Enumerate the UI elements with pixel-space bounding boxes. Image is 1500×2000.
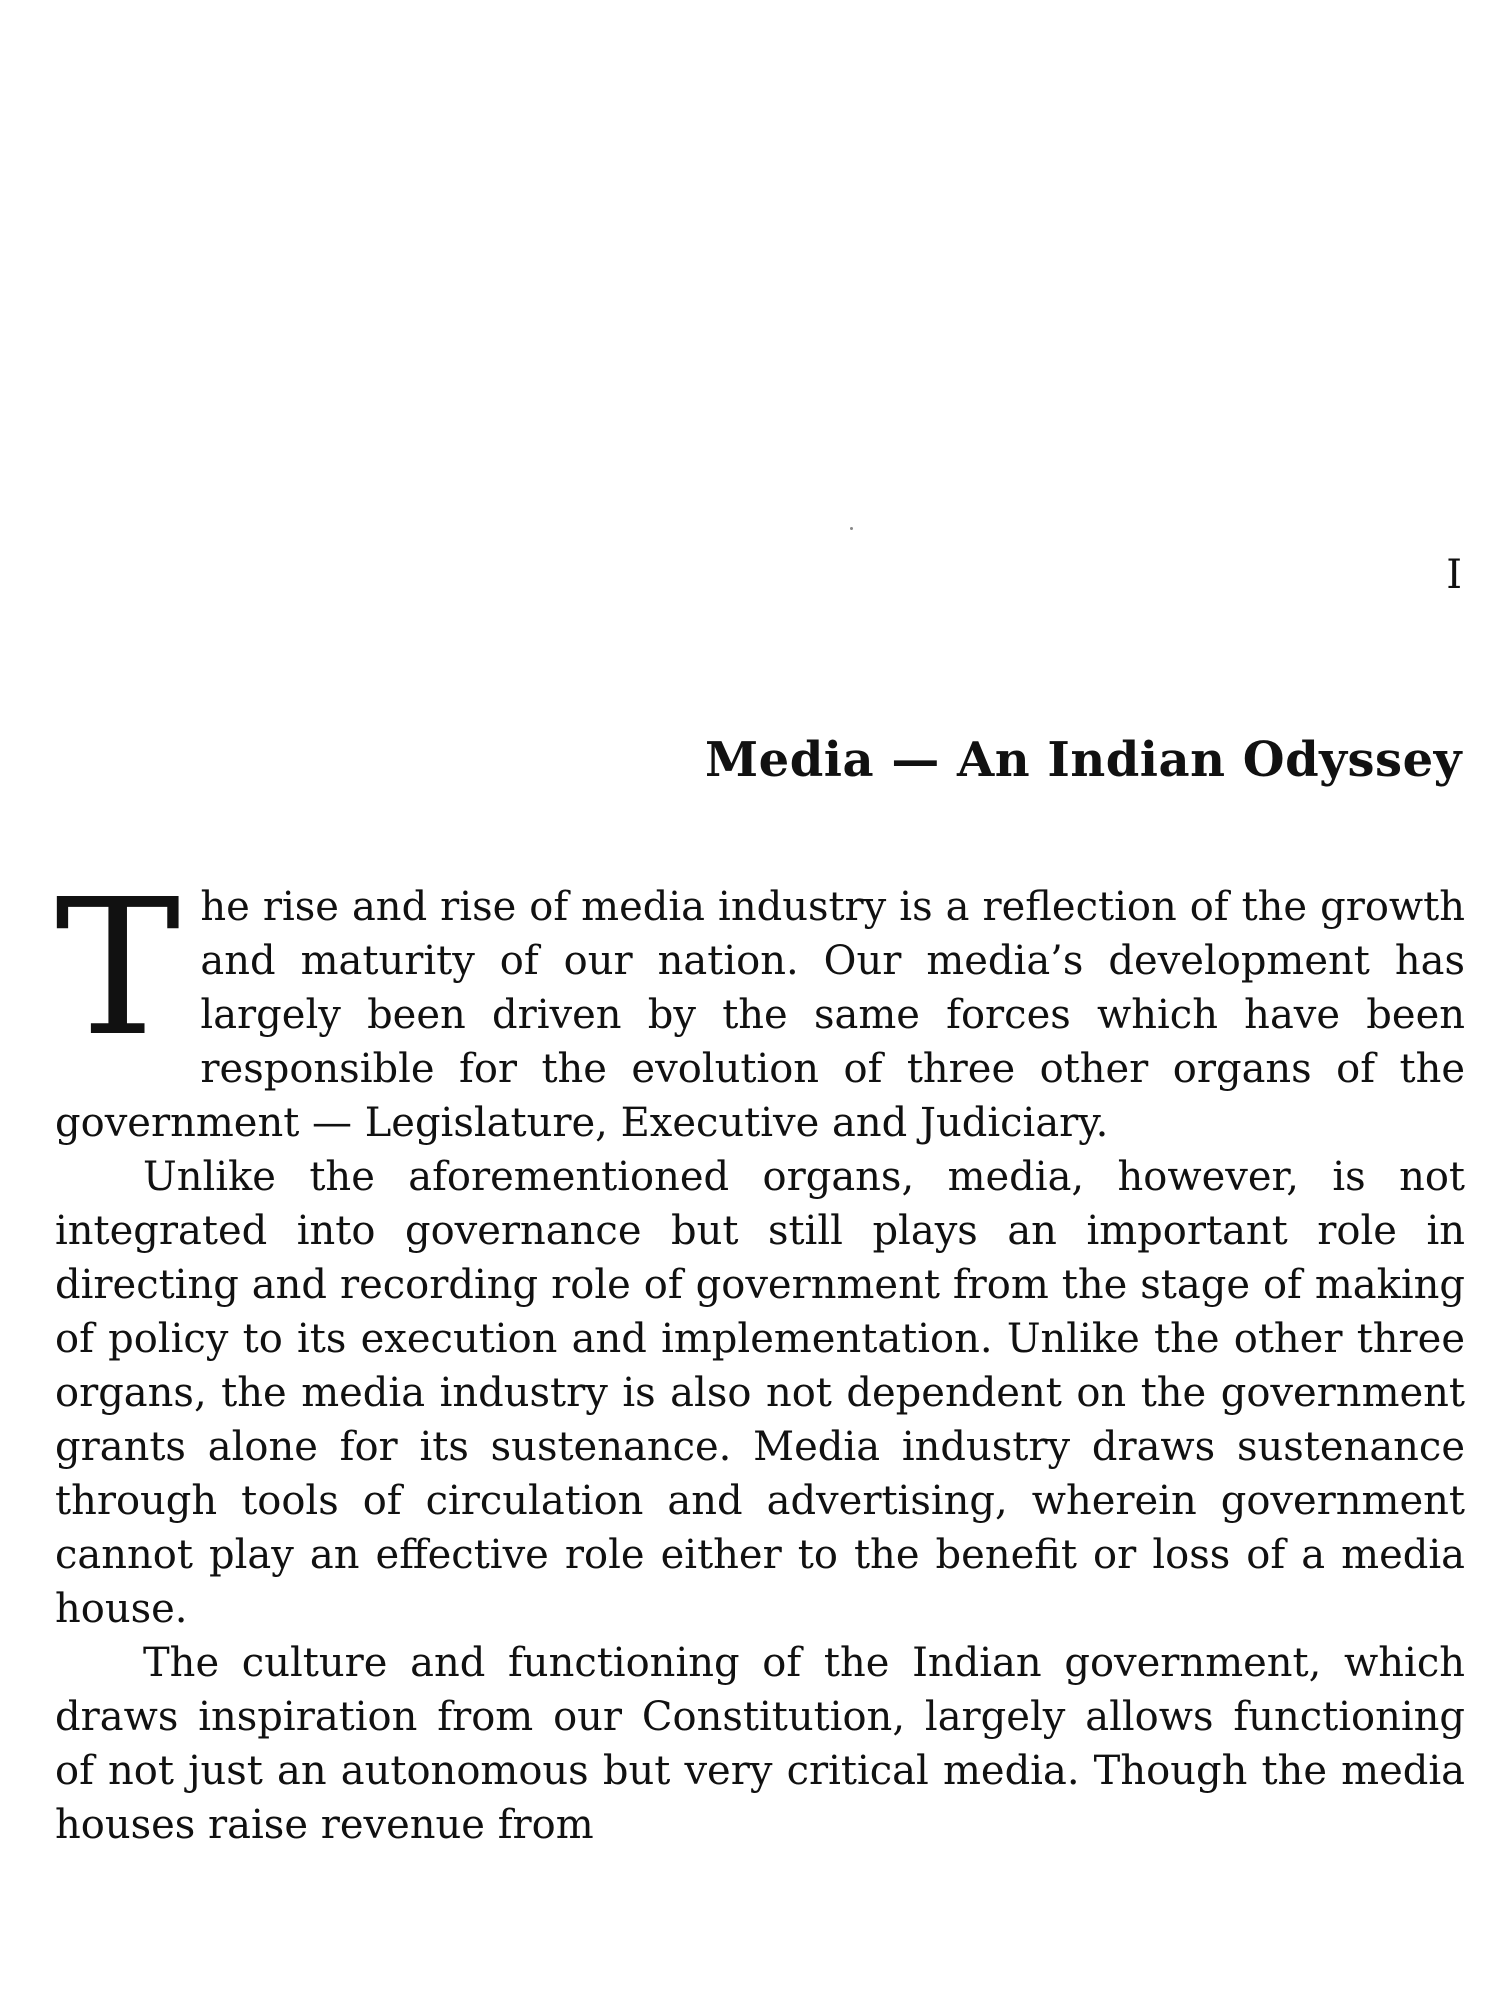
paragraph-3: The culture and functioning of the Indian government, which draws inspiration from our Constitution, largely allows functioning of not just an autonomous but very critical media. Though the media houses raise revenue from [55,1640,1465,1848]
paragraph-1-text: he rise and rise of media industry is a reflection of the growth and maturity of our nation. Our media’s development has largely been driven by the same forces which have been responsible for the evolution of three other organs of the government — Legislature, Executive and Judiciary. [55,884,1465,1146]
drop-cap-letter: T [55,859,181,1078]
paragraph-1 [55,859,1465,1150]
paragraph-2: Unlike the aforementioned organs, media, however, is not integrated into governance but still plays an important role in directing and recording role of government from the stage of making of policy to its execution and implementation. Unlike the other three organs, the media industry is also not dependent on the government grants alone for its sustenance. Media industry draws sustenance through tools of circulation and advertising, wherein government cannot play an effective role either to the benefit or loss of a media house. [55,1154,1465,1632]
chapter-title: Media — An Indian Odyssey [705,732,1462,789]
scan-speck [850,527,853,530]
chapter-number: I [1446,552,1462,598]
chapter-body [55,859,1465,1852]
